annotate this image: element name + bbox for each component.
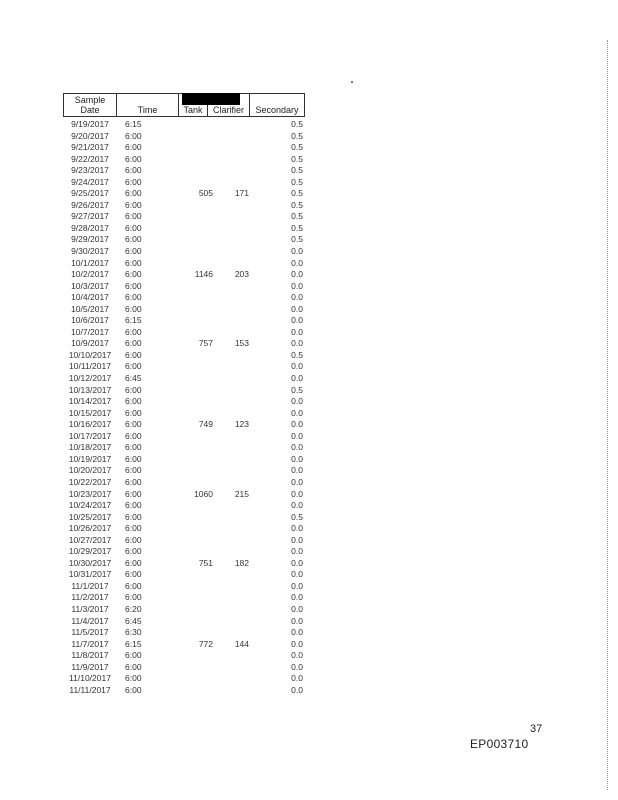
cell-date: 10/1/2017 [71,257,109,268]
cell-secondary: 0.0 [291,430,303,441]
cell-clarifier: 171 [234,188,249,199]
sample-table [63,93,306,696]
cell-date: 10/29/2017 [68,546,112,557]
cell-date: 11/3/2017 [71,603,109,614]
cell-secondary: 0.0 [291,361,303,372]
cell-secondary: 0.0 [291,246,303,257]
table-row [63,500,306,512]
cell-date: 10/3/2017 [71,280,109,291]
cell-date: 10/15/2017 [68,407,112,418]
table-row [63,673,306,685]
cell-clarifier: 144 [234,638,249,649]
cell-secondary: 0.0 [291,326,303,337]
cell-date: 9/25/2017 [71,188,109,199]
cell-time: 6:00 [125,523,142,534]
cell-date: 10/11/2017 [69,361,111,372]
cell-secondary: 0.0 [291,592,303,603]
cell-date: 11/8/2017 [71,650,109,661]
cell-secondary: 0.0 [291,280,303,291]
table-row [63,165,306,177]
cell-time: 6:00 [125,419,142,430]
table-row [63,477,306,489]
cell-secondary: 0.0 [291,453,303,464]
table-body [63,119,306,696]
cell-time: 6:00 [125,453,142,464]
cell-secondary: 0.5 [291,142,303,153]
cell-time: 6:15 [125,638,142,649]
bates-number: EP003710 [470,737,529,751]
cell-secondary: 0.0 [291,407,303,418]
table-row [63,338,306,350]
table-row [63,616,306,628]
cell-time: 6:00 [125,303,142,314]
cell-time: 6:00 [125,465,142,476]
cell-secondary: 0.5 [291,130,303,141]
cell-tank: 751 [198,557,213,568]
cell-date: 10/31/2017 [68,569,112,580]
cell-time: 6:00 [125,592,142,603]
cell-time: 6:00 [125,257,142,268]
cell-clarifier: 153 [234,338,249,349]
cell-date: 10/30/2017 [68,557,112,568]
cell-secondary: 0.0 [291,534,303,545]
cell-time: 6:00 [125,500,142,511]
cell-time: 6:00 [125,199,142,210]
cell-tank: 1060 [194,488,213,499]
table-row [63,269,306,281]
table-row [63,535,306,547]
cell-time: 6:00 [125,569,142,580]
header-time: Time [117,93,179,117]
cell-secondary: 0.5 [291,222,303,233]
cell-tank: 1146 [194,269,213,280]
cell-time: 6:00 [125,650,142,661]
cell-secondary: 0.0 [291,465,303,476]
table-row [63,489,306,501]
table-row [63,385,306,397]
cell-date: 9/24/2017 [71,176,109,187]
cell-secondary: 0.0 [291,638,303,649]
cell-time: 6:00 [125,488,142,499]
cell-time: 6:00 [125,384,142,395]
page-edge-line [607,40,608,790]
cell-time: 6:00 [125,269,142,280]
cell-secondary: 0.5 [291,153,303,164]
table-row [63,177,306,189]
cell-secondary: 0.5 [291,165,303,176]
cell-secondary: 0.5 [291,211,303,222]
cell-secondary: 0.0 [291,661,303,672]
cell-secondary: 0.5 [291,176,303,187]
table-row [63,465,306,477]
cell-time: 6:45 [125,615,142,626]
table-row [63,350,306,362]
cell-time: 6:20 [125,603,142,614]
cell-date: 10/4/2017 [71,292,109,303]
cell-date: 9/19/2017 [71,119,109,129]
cell-time: 6:00 [125,407,142,418]
cell-date: 10/6/2017 [71,315,109,326]
table-row [63,188,306,200]
cell-secondary: 0.5 [291,188,303,199]
cell-secondary: 0.0 [291,673,303,684]
cell-date: 11/4/2017 [71,615,109,626]
cell-time: 6:00 [125,326,142,337]
cell-date: 10/24/2017 [68,500,112,511]
cell-secondary: 0.0 [291,488,303,499]
cell-time: 6:00 [125,292,142,303]
table-row [63,627,306,639]
cell-time: 6:00 [125,361,142,372]
cell-secondary: 0.0 [291,569,303,580]
cell-date: 10/18/2017 [68,442,112,453]
cell-date: 9/27/2017 [71,211,109,222]
cell-date: 10/26/2017 [68,523,112,534]
cell-date: 10/25/2017 [68,511,112,522]
cell-secondary: 0.0 [291,442,303,453]
table-row [63,327,306,339]
cell-secondary: 0.5 [291,199,303,210]
table-row [63,546,306,558]
cell-date: 10/20/2017 [68,465,112,476]
cell-secondary: 0.0 [291,476,303,487]
table-row [63,523,306,535]
cell-secondary: 0.0 [291,603,303,614]
cell-secondary: 0.0 [291,627,303,638]
cell-date: 9/26/2017 [71,199,109,210]
cell-time: 6:00 [125,349,142,360]
cell-clarifier: 215 [234,488,249,499]
table-row [63,304,306,316]
cell-date: 10/22/2017 [68,476,112,487]
cell-time: 6:15 [125,119,142,129]
table-row [63,442,306,454]
table-row [63,246,306,258]
cell-time: 6:00 [125,142,142,153]
scan-speck [351,81,353,83]
table-row [63,454,306,466]
cell-clarifier: 203 [234,269,249,280]
table-row [63,592,306,604]
cell-time: 6:00 [125,211,142,222]
cell-date: 9/22/2017 [71,153,109,164]
table-row [63,142,306,154]
cell-secondary: 0.0 [291,338,303,349]
table-header [63,93,306,119]
table-row [63,154,306,166]
cell-date: 10/9/2017 [71,338,109,349]
cell-date: 9/28/2017 [71,222,109,233]
cell-date: 9/21/2017 [71,142,109,153]
header-clarifier: Clarifier [208,93,250,117]
cell-secondary: 0.0 [291,396,303,407]
table-row [63,419,306,431]
cell-tank: 505 [198,188,213,199]
table-row [63,223,306,235]
table-row [63,292,306,304]
cell-secondary: 0.5 [291,119,303,129]
table-row [63,408,306,420]
cell-time: 6:00 [125,476,142,487]
table-row [63,131,306,143]
header-sample-date: Sample Date [63,93,117,117]
cell-time: 6:00 [125,661,142,672]
cell-secondary: 0.0 [291,269,303,280]
cell-date: 10/12/2017 [68,373,112,384]
table-row [63,234,306,246]
table-row [63,211,306,223]
table-row [63,281,306,293]
redaction-box [182,93,240,105]
cell-time: 6:00 [125,557,142,568]
cell-date: 10/19/2017 [68,453,112,464]
cell-date: 10/5/2017 [71,303,109,314]
cell-date: 9/30/2017 [71,246,109,257]
cell-time: 6:00 [125,534,142,545]
header-secondary: Secondary [250,93,305,117]
cell-secondary: 0.0 [291,373,303,384]
cell-time: 6:00 [125,222,142,233]
cell-secondary: 0.0 [291,546,303,557]
cell-secondary: 0.0 [291,315,303,326]
table-row [63,512,306,524]
cell-time: 6:00 [125,442,142,453]
cell-time: 6:00 [125,234,142,245]
table-row [63,650,306,662]
cell-secondary: 0.0 [291,684,303,695]
cell-secondary: 0.0 [291,257,303,268]
cell-date: 11/2/2017 [71,592,109,603]
cell-date: 11/9/2017 [71,661,109,672]
cell-secondary: 0.0 [291,580,303,591]
table-row [63,200,306,212]
page-number: 37 [530,723,543,735]
table-row [63,558,306,570]
cell-time: 6:00 [125,153,142,164]
cell-date: 9/23/2017 [71,165,109,176]
cell-time: 6:00 [125,430,142,441]
cell-secondary: 0.0 [291,615,303,626]
cell-date: 10/17/2017 [68,430,112,441]
cell-time: 6:00 [125,130,142,141]
cell-tank: 749 [198,419,213,430]
cell-time: 6:00 [125,396,142,407]
cell-secondary: 0.0 [291,523,303,534]
cell-date: 9/20/2017 [71,130,109,141]
cell-time: 6:00 [125,280,142,291]
cell-secondary: 0.0 [291,500,303,511]
table-row [63,258,306,270]
cell-secondary: 0.5 [291,384,303,395]
cell-date: 10/13/2017 [68,384,112,395]
cell-date: 10/2/2017 [71,269,109,280]
table-row [63,119,306,131]
cell-secondary: 0.5 [291,511,303,522]
cell-secondary: 0.0 [291,419,303,430]
cell-secondary: 0.5 [291,349,303,360]
cell-time: 6:15 [125,315,142,326]
header-tank: Tank [179,93,208,117]
cell-date: 10/16/2017 [68,419,112,430]
table-row [63,639,306,651]
cell-date: 11/7/2017 [71,638,109,649]
cell-time: 6:00 [125,546,142,557]
table-row [63,685,306,697]
cell-date: 10/27/2017 [68,534,112,545]
cell-time: 6:45 [125,373,142,384]
cell-clarifier: 123 [234,419,249,430]
cell-tank: 772 [198,638,213,649]
cell-secondary: 0.0 [291,303,303,314]
cell-date: 10/7/2017 [71,326,109,337]
table-row [63,581,306,593]
cell-date: 10/10/2017 [68,349,112,360]
cell-tank: 757 [198,338,213,349]
cell-time: 6:00 [125,338,142,349]
cell-time: 6:00 [125,673,142,684]
cell-date: 11/11/2017 [69,684,111,695]
cell-date: 11/1/2017 [71,580,109,591]
cell-time: 6:00 [125,684,142,695]
cell-clarifier: 182 [234,557,249,568]
cell-date: 10/23/2017 [68,488,112,499]
cell-time: 6:00 [125,511,142,522]
table-row [63,315,306,327]
cell-time: 6:00 [125,580,142,591]
cell-time: 6:00 [125,165,142,176]
cell-date: 11/10/2017 [69,673,111,684]
table-row [63,373,306,385]
cell-secondary: 0.0 [291,292,303,303]
cell-time: 6:30 [125,627,142,638]
cell-secondary: 0.0 [291,557,303,568]
table-row [63,396,306,408]
table-row [63,604,306,616]
cell-secondary: 0.0 [291,650,303,661]
table-row [63,361,306,373]
cell-time: 6:00 [125,188,142,199]
cell-secondary: 0.5 [291,234,303,245]
cell-time: 6:00 [125,246,142,257]
cell-date: 10/14/2017 [68,396,112,407]
table-row [63,569,306,581]
table-row [63,662,306,674]
cell-date: 11/5/2017 [71,627,109,638]
cell-date: 9/29/2017 [71,234,109,245]
table-row [63,431,306,443]
cell-time: 6:00 [125,176,142,187]
